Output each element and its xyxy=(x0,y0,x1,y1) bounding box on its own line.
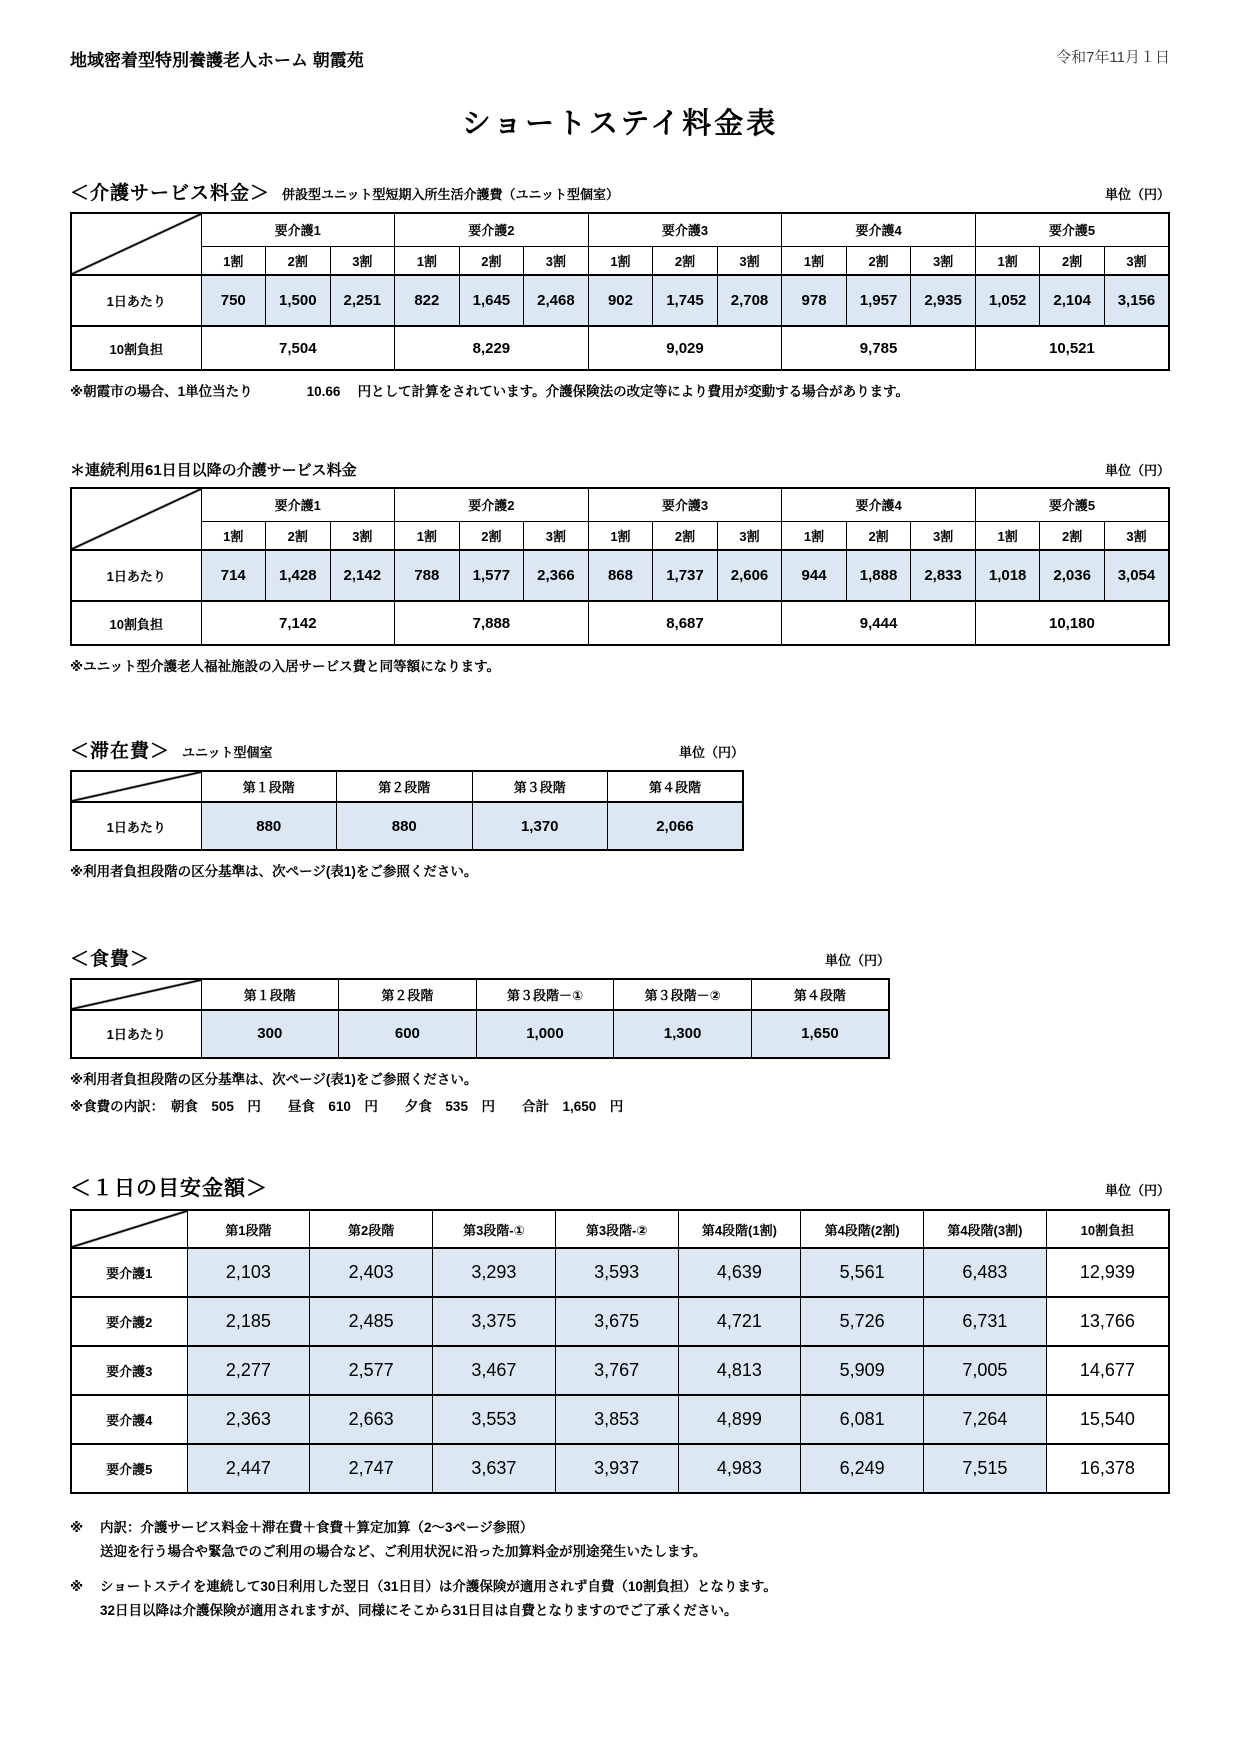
daily-rate-cell: 2,104 xyxy=(1040,275,1105,326)
diagonal-corner-cell xyxy=(71,213,201,275)
daily-rate-cell: 750 xyxy=(201,275,266,326)
care-fee-subtitle: 併設型ユニット型短期入所生活介護費（ユニット型個室） xyxy=(282,187,619,202)
row-label: 1日あたり xyxy=(71,550,201,601)
stage-header-cell: 第4段階(3割) xyxy=(924,1210,1047,1248)
ratio-header-cell: 3割 xyxy=(1104,521,1169,550)
full-cost-row xyxy=(71,326,1169,370)
row-label: 要介護5 xyxy=(71,1444,187,1493)
estimate-cell: 7,005 xyxy=(924,1346,1047,1395)
ratio-header-cell: 1割 xyxy=(588,246,653,275)
estimate-cell: 16,378 xyxy=(1046,1444,1169,1493)
estimate-cell: 3,937 xyxy=(555,1444,678,1493)
estimate-cell: 3,467 xyxy=(433,1346,556,1395)
daily-rate-cell: 3,156 xyxy=(1104,275,1169,326)
daily-rate-cell: 1,957 xyxy=(846,275,911,326)
full-cost-row xyxy=(71,601,1169,645)
stay-fee-cell: 1,370 xyxy=(472,802,608,850)
meal-fee-cell: 600 xyxy=(339,1010,477,1058)
estimate-cell: 3,553 xyxy=(433,1395,556,1444)
full-cost-cell: 8,687 xyxy=(588,601,782,645)
ratio-header-cell: 2割 xyxy=(459,521,524,550)
meal-fee-section xyxy=(70,944,890,1116)
meal-fee-cell: 1,300 xyxy=(614,1010,752,1058)
diagonal-corner-cell xyxy=(71,488,201,550)
stage-header-cell: 第3段階-② xyxy=(555,1210,678,1248)
note-marker: ※ xyxy=(70,1578,84,1594)
row-label: 1日あたり xyxy=(71,275,201,326)
daily-rate-cell: 978 xyxy=(782,275,847,326)
diagonal-corner-cell xyxy=(71,771,201,802)
ratio-header-cell: 2割 xyxy=(846,246,911,275)
note-text: 送迎を行う場合や緊急でのご利用の場合など、ご利用状況に沿った加算料金が別途発生いたします。 xyxy=(100,1544,707,1560)
estimate-cell: 2,363 xyxy=(187,1395,310,1444)
stage-header-cell: 第2段階 xyxy=(310,1210,433,1248)
unit-label: 単位（円） xyxy=(824,952,890,968)
estimate-cell: 3,375 xyxy=(433,1297,556,1346)
daily-rate-cell: 1,500 xyxy=(266,275,331,326)
care-fee-table xyxy=(70,212,1170,371)
care-fee-section xyxy=(70,178,1170,401)
ratio-header-cell: 3割 xyxy=(717,521,782,550)
meal-fee-note-2: ※食費の内訳： 朝食 505 円 昼食 610 円 夕食 535 円 合計 1,650 円 xyxy=(70,1098,624,1114)
ratio-header-cell: 2割 xyxy=(266,246,331,275)
subheader-row xyxy=(71,246,1169,275)
stage-header-cell: 第1段階 xyxy=(187,1210,310,1248)
estimate-cell: 2,403 xyxy=(310,1248,433,1297)
ratio-header-cell: 3割 xyxy=(524,521,589,550)
stage-header-cell: 第３段階 xyxy=(472,771,608,802)
unit-label: 単位（円） xyxy=(678,745,744,761)
estimate-cell: 6,249 xyxy=(801,1444,924,1493)
group-header-cell: 要介護2 xyxy=(395,488,589,521)
estimate-cell: 5,561 xyxy=(801,1248,924,1297)
daily-rate-cell: 1,745 xyxy=(653,275,718,326)
estimate-cell: 3,293 xyxy=(433,1248,556,1297)
meal-fee-title: ＜食費＞ xyxy=(70,948,151,970)
estimate-cell: 6,483 xyxy=(924,1248,1047,1297)
stage-header-cell: 第２段階 xyxy=(337,771,473,802)
ratio-header-cell: 1割 xyxy=(395,246,460,275)
document-date: 令和7年11月１日 xyxy=(1056,49,1170,66)
ratio-header-cell: 3割 xyxy=(911,246,976,275)
estimate-cell: 2,747 xyxy=(310,1444,433,1493)
estimate-cell: 7,515 xyxy=(924,1444,1047,1493)
estimate-row xyxy=(71,1395,1169,1444)
daily-rate-row xyxy=(71,1010,889,1058)
estimate-row xyxy=(71,1297,1169,1346)
estimate-cell: 3,853 xyxy=(555,1395,678,1444)
estimate-row xyxy=(71,1346,1169,1395)
ratio-header-cell: 3割 xyxy=(524,246,589,275)
ratio-header-cell: 2割 xyxy=(653,521,718,550)
row-label: 要介護3 xyxy=(71,1346,187,1395)
daily-rate-cell: 1,645 xyxy=(459,275,524,326)
estimate-cell: 2,277 xyxy=(187,1346,310,1395)
daily-rate-cell: 1,428 xyxy=(266,550,331,601)
estimate-cell: 2,485 xyxy=(310,1297,433,1346)
daily-rate-cell: 2,251 xyxy=(330,275,395,326)
ratio-header-cell: 2割 xyxy=(846,521,911,550)
daily-rate-cell: 1,018 xyxy=(975,550,1040,601)
daily-estimate-table xyxy=(70,1209,1170,1494)
daily-rate-cell: 822 xyxy=(395,275,460,326)
unit-label: 単位（円） xyxy=(1104,1183,1170,1199)
meal-fee-table xyxy=(70,978,890,1059)
note-marker xyxy=(70,1601,100,1621)
estimate-cell: 2,663 xyxy=(310,1395,433,1444)
group-header-cell: 要介護4 xyxy=(782,213,976,246)
daily-estimate-section xyxy=(70,1172,1170,1621)
ratio-header-cell: 1割 xyxy=(782,246,847,275)
estimate-cell: 3,593 xyxy=(555,1248,678,1297)
care-fee-61-title: ＊連続利用61日目以降の介護サービス料金 xyxy=(70,462,357,480)
full-cost-cell: 7,504 xyxy=(201,326,395,370)
estimate-cell: 3,767 xyxy=(555,1346,678,1395)
note-text: 内訳：介護サービス料金＋滞在費＋食費＋算定加算（2～3ページ参照） xyxy=(100,1520,534,1536)
estimate-cell: 3,675 xyxy=(555,1297,678,1346)
stage-header-cell: 10割負担 xyxy=(1046,1210,1169,1248)
diagonal-corner-cell xyxy=(71,1210,187,1248)
daily-rate-cell: 902 xyxy=(588,275,653,326)
daily-rate-cell: 714 xyxy=(201,550,266,601)
row-label: 1日あたり xyxy=(71,802,201,850)
stay-fee-title: ＜滞在費＞ xyxy=(70,741,171,763)
stage-header-row xyxy=(71,771,743,802)
estimate-cell: 7,264 xyxy=(924,1395,1047,1444)
group-header-cell: 要介護3 xyxy=(588,488,782,521)
group-header-row xyxy=(71,488,1169,521)
group-header-cell: 要介護4 xyxy=(782,488,976,521)
daily-estimate-title: ＜１日の目安金額＞ xyxy=(70,1177,268,1201)
estimate-cell: 6,081 xyxy=(801,1395,924,1444)
row-label: 10割負担 xyxy=(71,601,201,645)
care-fee-61-section xyxy=(70,459,1170,676)
ratio-header-cell: 1割 xyxy=(395,521,460,550)
footer-note-line xyxy=(70,1601,1170,1621)
note-marker: ※ xyxy=(70,1520,84,1536)
ratio-header-cell: 1割 xyxy=(201,246,266,275)
unit-label: 単位（円） xyxy=(1104,463,1170,479)
daily-rate-cell: 2,935 xyxy=(911,275,976,326)
ratio-header-cell: 3割 xyxy=(717,246,782,275)
ratio-header-cell: 3割 xyxy=(330,246,395,275)
note-text: ショートステイを連続して30日利用した翌日（31日目）は介護保険が適用されず自費（10割負担）となります。 xyxy=(100,1578,777,1594)
stage-header-cell: 第４段階 xyxy=(751,979,889,1010)
daily-rate-row xyxy=(71,275,1169,326)
row-label: 要介護2 xyxy=(71,1297,187,1346)
care-fee-61-table xyxy=(70,487,1170,646)
care-fee-61-note: ※ユニット型介護老人福祉施設の入居サービス費と同等額になります。 xyxy=(70,659,501,675)
group-header-cell: 要介護3 xyxy=(588,213,782,246)
stay-fee-cell: 2,066 xyxy=(608,802,744,850)
full-cost-cell: 9,029 xyxy=(588,326,782,370)
full-cost-cell: 9,785 xyxy=(782,326,976,370)
note-text: 32日目以降は介護保険が適用されますが、同様にそこから31日目は自費となりますのでご了承ください。 xyxy=(100,1602,738,1618)
daily-rate-cell: 1,577 xyxy=(459,550,524,601)
estimate-cell: 6,731 xyxy=(924,1297,1047,1346)
estimate-cell: 15,540 xyxy=(1046,1395,1169,1444)
diagonal-corner-cell xyxy=(71,979,201,1010)
stage-header-cell: 第３段階－② xyxy=(614,979,752,1010)
full-cost-cell: 7,142 xyxy=(201,601,395,645)
daily-rate-cell: 944 xyxy=(782,550,847,601)
stage-header-row xyxy=(71,1210,1169,1248)
estimate-cell: 14,677 xyxy=(1046,1346,1169,1395)
meal-fee-note-1: ※利用者負担段階の区分基準は、次ページ(表1)をご参照ください。 xyxy=(70,1071,478,1087)
daily-rate-row xyxy=(71,550,1169,601)
group-header-cell: 要介護1 xyxy=(201,213,395,246)
estimate-cell: 3,637 xyxy=(433,1444,556,1493)
stage-header-row xyxy=(71,979,889,1010)
footer-note-line xyxy=(70,1518,1170,1538)
meal-fee-cell: 1,000 xyxy=(476,1010,614,1058)
daily-rate-cell: 868 xyxy=(588,550,653,601)
footer-note-line xyxy=(70,1577,1170,1597)
daily-rate-cell: 2,833 xyxy=(911,550,976,601)
row-label: 要介護4 xyxy=(71,1395,187,1444)
stay-fee-subtitle: ユニット型個室 xyxy=(182,745,273,761)
full-cost-cell: 10,521 xyxy=(975,326,1169,370)
estimate-cell: 4,983 xyxy=(678,1444,801,1493)
stay-fee-table xyxy=(70,770,744,851)
daily-rate-cell: 2,366 xyxy=(524,550,589,601)
ratio-header-cell: 1割 xyxy=(588,521,653,550)
footer-note-line xyxy=(70,1542,1170,1562)
stay-fee-cell: 880 xyxy=(201,802,337,850)
stage-header-cell: 第２段階 xyxy=(339,979,477,1010)
daily-rate-cell: 2,708 xyxy=(717,275,782,326)
daily-rate-cell: 1,888 xyxy=(846,550,911,601)
estimate-cell: 13,766 xyxy=(1046,1297,1169,1346)
daily-rate-cell: 2,468 xyxy=(524,275,589,326)
meal-fee-cell: 300 xyxy=(201,1010,339,1058)
stage-header-cell: 第３段階－① xyxy=(476,979,614,1010)
ratio-header-cell: 2割 xyxy=(459,246,524,275)
care-fee-title: ＜介護サービス料金＞ xyxy=(70,183,271,204)
estimate-row xyxy=(71,1248,1169,1297)
daily-rate-cell: 788 xyxy=(395,550,460,601)
estimate-cell: 4,899 xyxy=(678,1395,801,1444)
full-cost-cell: 9,444 xyxy=(782,601,976,645)
daily-rate-cell: 2,036 xyxy=(1040,550,1105,601)
estimate-cell: 4,813 xyxy=(678,1346,801,1395)
stage-header-cell: 第１段階 xyxy=(201,979,339,1010)
ratio-header-cell: 2割 xyxy=(653,246,718,275)
ratio-header-cell: 1割 xyxy=(975,246,1040,275)
row-label: 要介護1 xyxy=(71,1248,187,1297)
daily-rate-cell: 2,142 xyxy=(330,550,395,601)
group-header-cell: 要介護2 xyxy=(395,213,589,246)
estimate-cell: 4,721 xyxy=(678,1297,801,1346)
group-header-cell: 要介護5 xyxy=(975,488,1169,521)
ratio-header-cell: 1割 xyxy=(975,521,1040,550)
estimate-cell: 5,726 xyxy=(801,1297,924,1346)
ratio-header-cell: 2割 xyxy=(266,521,331,550)
group-header-row xyxy=(71,213,1169,246)
unit-label: 単位（円） xyxy=(1104,187,1170,202)
daily-rate-cell: 2,606 xyxy=(717,550,782,601)
daily-rate-cell: 1,052 xyxy=(975,275,1040,326)
full-cost-cell: 7,888 xyxy=(395,601,589,645)
ratio-header-cell: 2割 xyxy=(1040,246,1105,275)
stage-header-cell: 第3段階-① xyxy=(433,1210,556,1248)
daily-rate-cell: 1,737 xyxy=(653,550,718,601)
estimate-row xyxy=(71,1444,1169,1493)
ratio-header-cell: 1割 xyxy=(782,521,847,550)
row-label: 1日あたり xyxy=(71,1010,201,1058)
estimate-cell: 5,909 xyxy=(801,1346,924,1395)
stage-header-cell: 第4段階(1割) xyxy=(678,1210,801,1248)
subheader-row xyxy=(71,521,1169,550)
full-cost-cell: 10,180 xyxy=(975,601,1169,645)
row-label: 10割負担 xyxy=(71,326,201,370)
estimate-cell: 4,639 xyxy=(678,1248,801,1297)
stage-header-cell: 第４段階 xyxy=(608,771,744,802)
ratio-header-cell: 3割 xyxy=(330,521,395,550)
ratio-header-cell: 2割 xyxy=(1040,521,1105,550)
footer-notes xyxy=(70,1518,1170,1621)
meal-fee-cell: 1,650 xyxy=(751,1010,889,1058)
ratio-header-cell: 3割 xyxy=(911,521,976,550)
daily-rate-cell: 3,054 xyxy=(1104,550,1169,601)
care-fee-note: ※朝霞市の場合、1単位当たり 10.66 円として計算をされています。介護保険法の改定等により費用が変動する場合があります。 xyxy=(70,384,910,399)
ratio-header-cell: 3割 xyxy=(1104,246,1169,275)
page-header xyxy=(70,46,1170,71)
stay-fee-cell: 880 xyxy=(337,802,473,850)
page-title: ショートステイ料金表 xyxy=(461,108,779,140)
stage-header-cell: 第１段階 xyxy=(201,771,337,802)
stay-fee-section xyxy=(70,736,744,881)
stage-header-cell: 第4段階(2割) xyxy=(801,1210,924,1248)
group-header-cell: 要介護1 xyxy=(201,488,395,521)
estimate-cell: 2,447 xyxy=(187,1444,310,1493)
daily-rate-row xyxy=(71,802,743,850)
estimate-cell: 2,577 xyxy=(310,1346,433,1395)
note-marker xyxy=(70,1542,100,1562)
ratio-header-cell: 1割 xyxy=(201,521,266,550)
facility-name: 地域密着型特別養護老人ホーム 朝霞苑 xyxy=(70,51,364,70)
estimate-cell: 2,103 xyxy=(187,1248,310,1297)
stay-fee-note: ※利用者負担段階の区分基準は、次ページ(表1)をご参照ください。 xyxy=(70,864,478,880)
estimate-cell: 12,939 xyxy=(1046,1248,1169,1297)
full-cost-cell: 8,229 xyxy=(395,326,589,370)
estimate-cell: 2,185 xyxy=(187,1297,310,1346)
group-header-cell: 要介護5 xyxy=(975,213,1169,246)
